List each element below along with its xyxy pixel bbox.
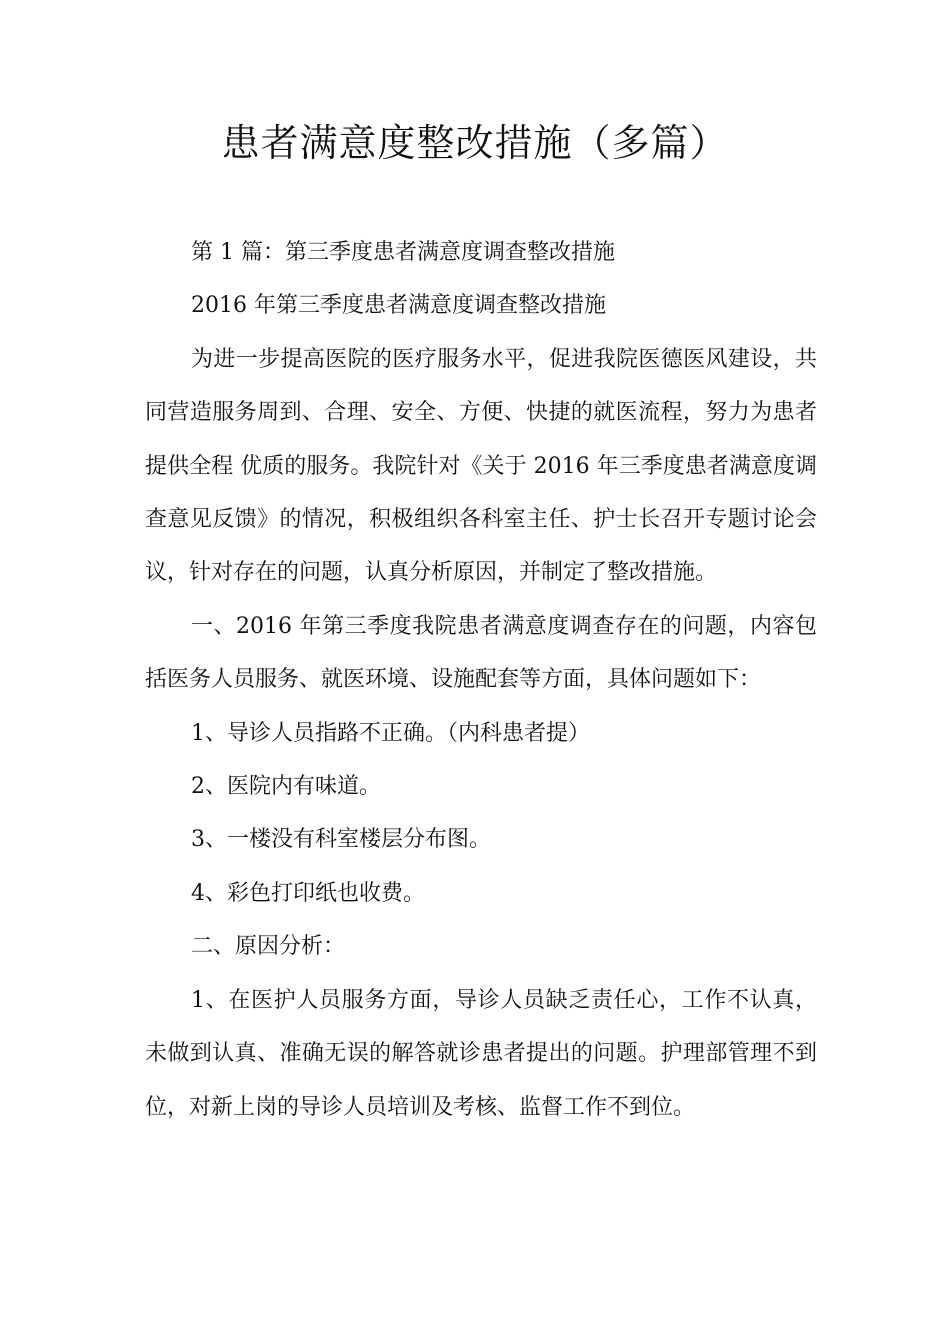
section-subtitle: 2016 年第三季度患者满意度调查整改措施 — [191, 293, 606, 319]
problem-item-1: 1、导诊人员指路不正确。（内科患者提） — [191, 720, 590, 746]
cause-analysis-item-1: 1、在医护人员服务方面，导诊人员缺乏责任心，工作不认真，未做到认真、准确无误的解答就诊患者提出的问题。护理部管理不到位，对新上岗的导诊人员培训及考核、监督工作不到位。 — [145, 987, 817, 1120]
document-body — [145, 226, 817, 1134]
intro-paragraph: 为进一步提高医院的医疗服务水平，促进我院医德医风建设，共同营造服务周到、合理、安全、方便、快捷的就医流程，努力为患者提供全程 优质的服务。我院针对《关于 2016 年三季度患者满意度调查意见反馈》的情况，积极组织各科室主任、护士长召开专题讨论会议，针对存在的问题，认真分析原因，并制定了整改措施。 — [145, 346, 817, 586]
cause-analysis-heading: 二、原因分析： — [191, 934, 346, 960]
problem-item-4: 4、彩色打印纸也收费。 — [191, 880, 425, 906]
problem-item-3: 3、一楼没有科室楼层分布图。 — [191, 827, 491, 853]
document-title: 患者满意度整改措施（多篇） — [221, 121, 729, 165]
problems-heading-paragraph: 一、2016 年第三季度我院患者满意度调查存在的问题，内容包括医务人员服务、就医环境、设施配套等方面，具体问题如下： — [145, 613, 817, 693]
section-heading-part-1: 第 1 篇：第三季度患者满意度调查整改措施 — [191, 240, 615, 265]
problem-item-2: 2、医院内有味道。 — [191, 774, 381, 800]
